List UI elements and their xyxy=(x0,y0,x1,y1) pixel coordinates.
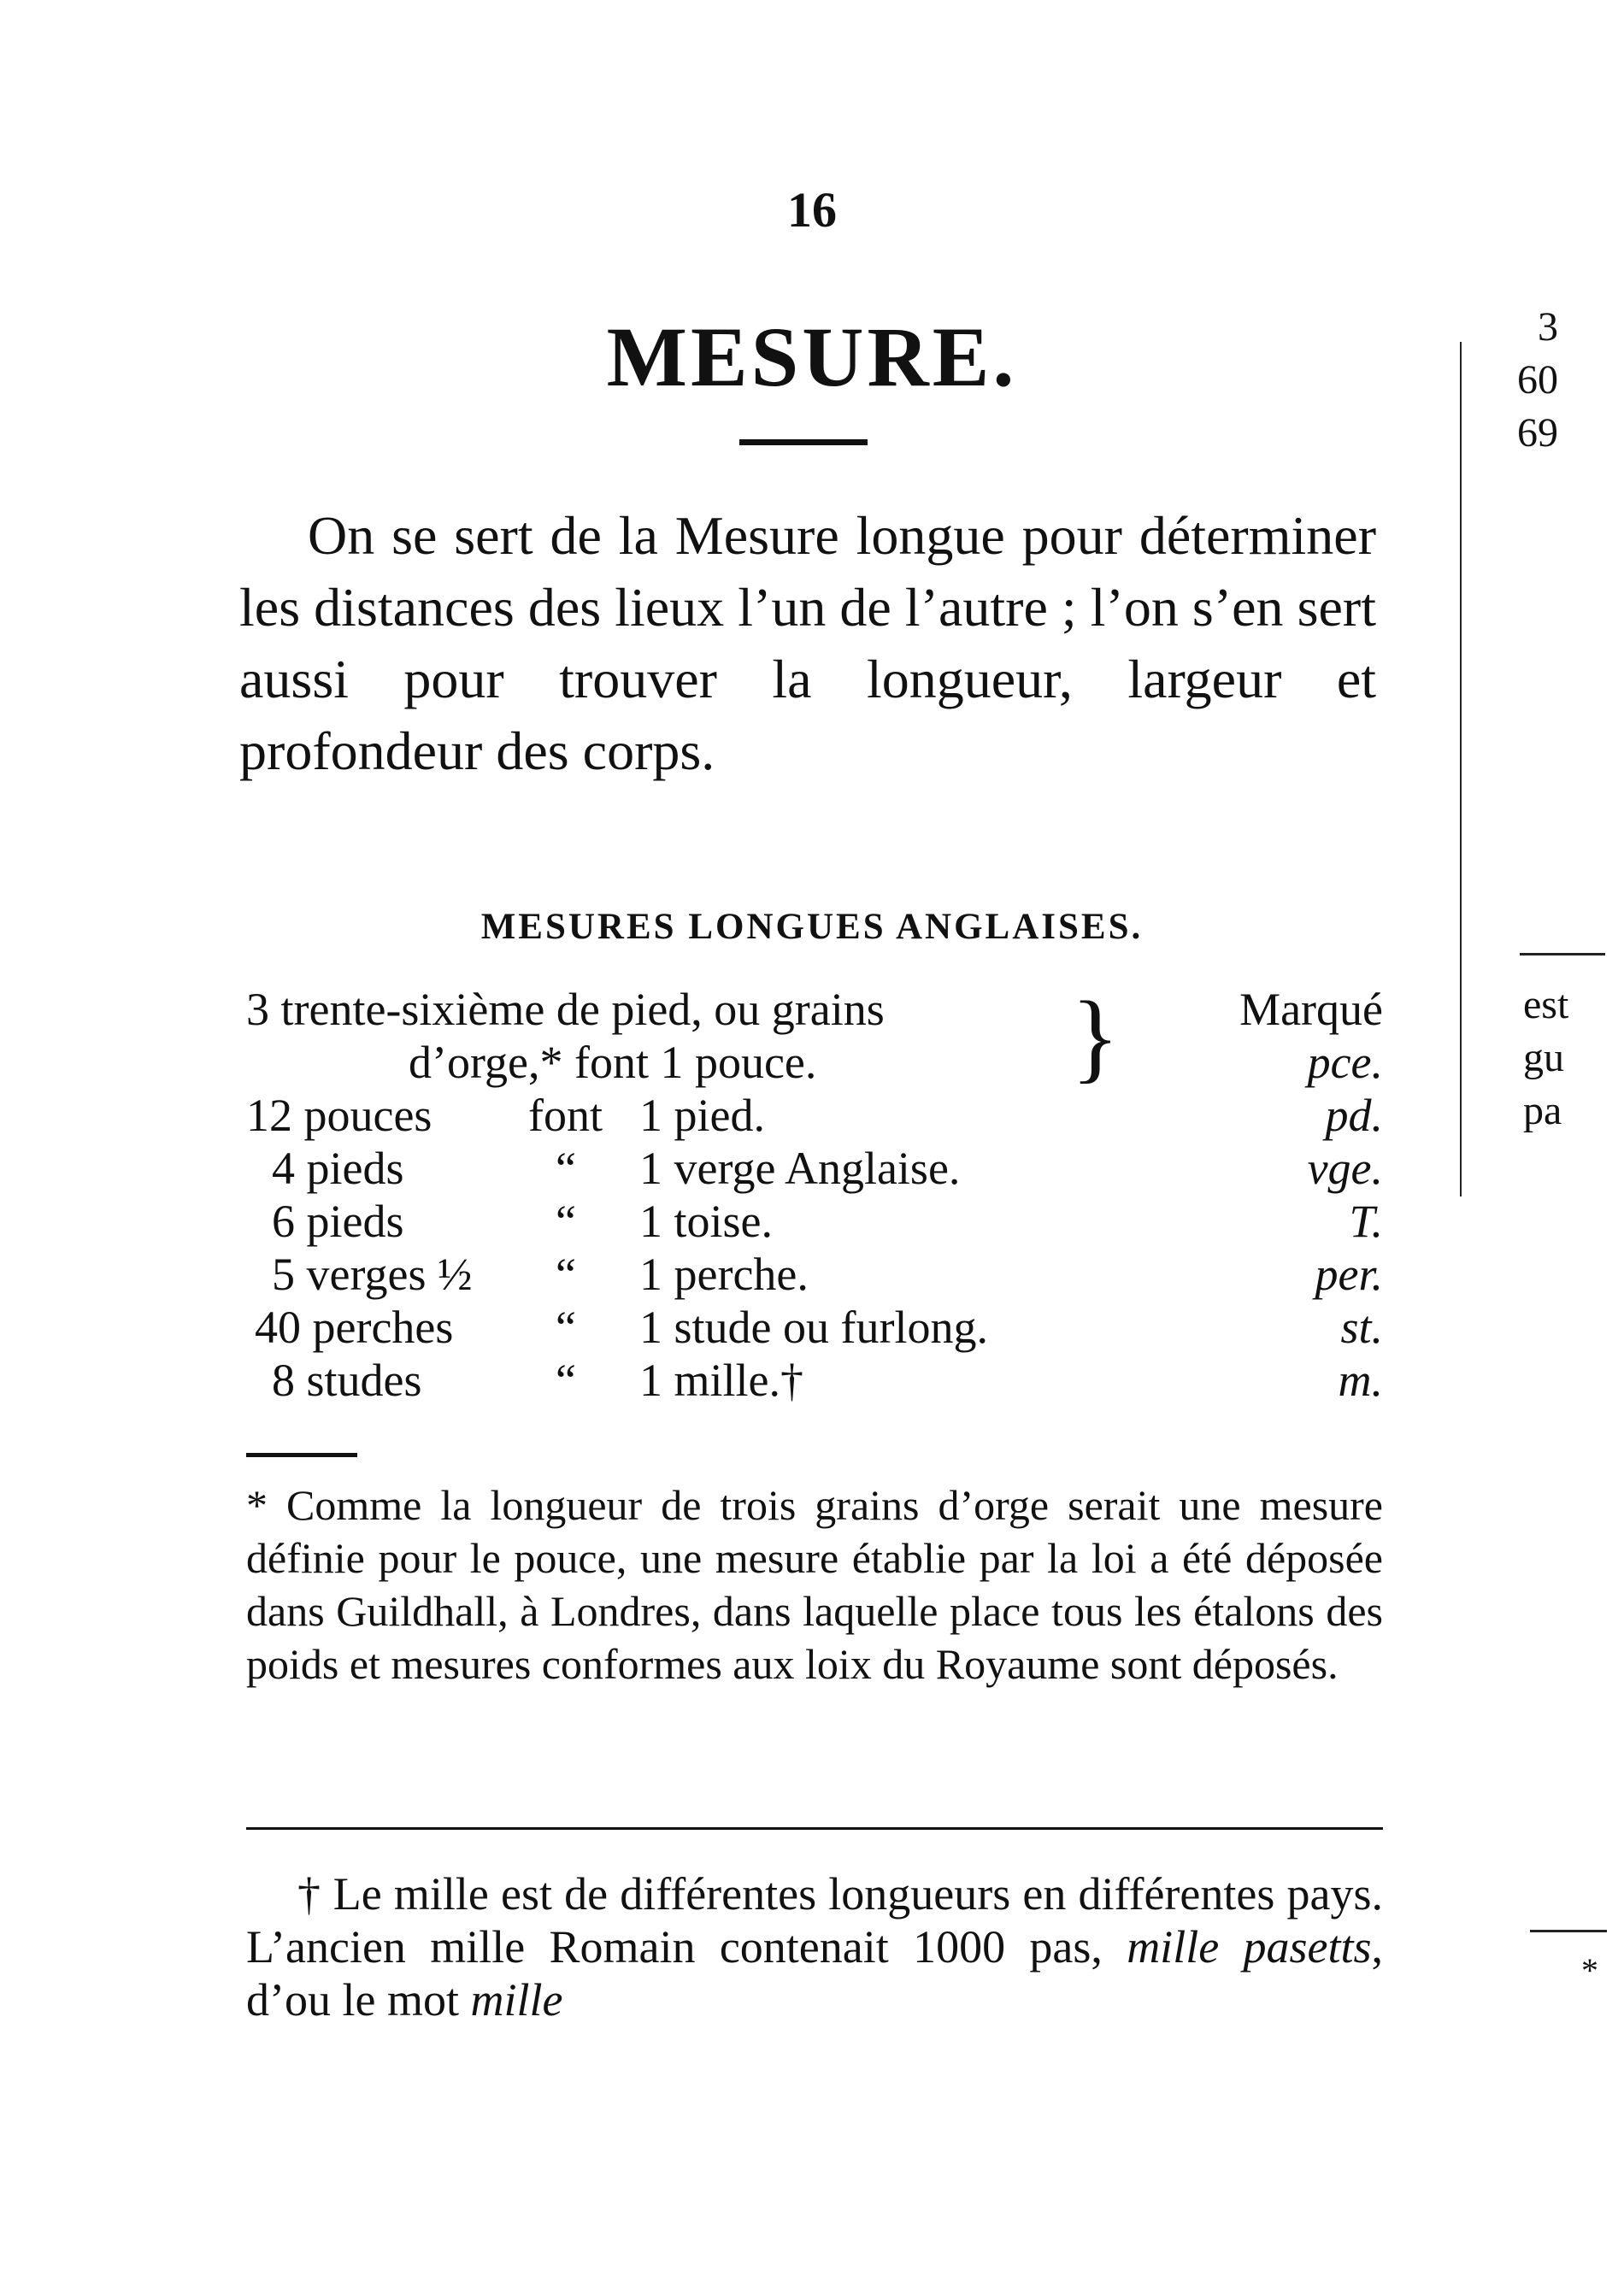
first-row-abbr: pce. xyxy=(1307,1037,1383,1088)
footnote-divider-short xyxy=(246,1453,357,1457)
table-row-first-cont xyxy=(246,1036,1383,1089)
row-abbr: st. xyxy=(1340,1302,1383,1353)
brace-glyph: } xyxy=(1071,980,1120,1092)
table-row xyxy=(246,1089,1383,1142)
measures-table xyxy=(246,980,1383,1407)
title-rule xyxy=(739,439,868,445)
adjacent-number: 69 xyxy=(1517,410,1558,456)
first-row-label: Marqué xyxy=(1239,984,1383,1035)
adjacent-page-edge xyxy=(1460,342,1462,1196)
row-font: “ xyxy=(556,1249,576,1300)
row-result: 1 pied. xyxy=(639,1090,765,1141)
row-font: “ xyxy=(556,1196,576,1247)
row-abbr: pd. xyxy=(1325,1090,1383,1141)
adjacent-number: 3 xyxy=(1538,304,1558,350)
page-number: 16 xyxy=(787,182,837,238)
row-result: 1 mille.† xyxy=(639,1355,803,1406)
adjacent-rule-2 xyxy=(1530,1930,1607,1932)
row-quantity: 8 studes xyxy=(272,1355,422,1406)
adjacent-page-words xyxy=(1523,979,1568,1138)
row-result: 1 perche. xyxy=(639,1249,809,1300)
row-abbr: per. xyxy=(1315,1249,1383,1300)
table-row xyxy=(246,1195,1383,1248)
adjacent-asterisk: * xyxy=(1581,1951,1598,1990)
table-row xyxy=(246,1248,1383,1301)
table-row-first xyxy=(246,983,1383,1036)
row-abbr: vge. xyxy=(1307,1143,1383,1194)
row-quantity: 40 perches xyxy=(255,1302,454,1353)
footnote-dagger-italic-2: mille xyxy=(470,1974,563,2025)
row-quantity: 6 pieds xyxy=(272,1196,404,1247)
row-quantity: 4 pieds xyxy=(272,1143,404,1194)
row-result: 1 verge Anglaise. xyxy=(639,1143,961,1194)
row-font: “ xyxy=(556,1302,576,1353)
row-result: 1 stude ou furlong. xyxy=(639,1302,988,1353)
row-font: “ xyxy=(556,1143,576,1194)
footnote-dagger-text-2: , d’ou le mot xyxy=(246,1921,1383,2025)
row-abbr: m. xyxy=(1338,1355,1383,1406)
table-row xyxy=(246,1142,1383,1195)
adjacent-word: pa xyxy=(1523,1088,1562,1133)
section-heading: MESURES LONGUES ANGLAISES. xyxy=(480,907,1144,947)
adjacent-page-numbers xyxy=(1517,301,1558,460)
adjacent-word: est xyxy=(1523,982,1569,1027)
footnote-asterisk: * Comme la longueur de trois grains d’orge serait une mesure définie pour le pouce, une mesure établie par la loi a été déposée dans Guildhall, à Londres, dans laquelle place tous les étalons des poids et mesures conformes aux loix du Royaume sont déposés. xyxy=(246,1481,1383,1688)
adjacent-word: gu xyxy=(1523,1035,1564,1080)
row-abbr: T. xyxy=(1349,1196,1383,1247)
first-row-line2: d’orge,* font 1 pouce. xyxy=(409,1037,817,1088)
row-font: “ xyxy=(556,1355,576,1406)
row-result: 1 toise. xyxy=(639,1196,773,1247)
first-row-line1: 3 trente-sixième de pied, ou grains xyxy=(246,984,885,1035)
page-title: MESURE. xyxy=(606,309,1018,404)
footnote-dagger-text: † Le mille est de différentes longueurs en différentes pays. L’ancien mille Romain contenait 1000 pas, xyxy=(246,1868,1383,1973)
row-font: font xyxy=(528,1090,603,1141)
adjacent-number: 60 xyxy=(1517,357,1558,403)
table-row xyxy=(246,1354,1383,1407)
intro-paragraph: On se sert de la Mesure longue pour déterminer les distances des lieux l’un de l’autre ; l’on s’en sert aussi pour trouver la longueur, largeur et profondeur des corps. xyxy=(239,505,1376,781)
table-row xyxy=(246,1301,1383,1354)
footnote-divider-long xyxy=(246,1827,1383,1830)
adjacent-rule xyxy=(1520,953,1605,955)
footnote-dagger xyxy=(246,1867,1383,2026)
row-quantity: 12 pouces xyxy=(246,1090,432,1141)
row-quantity: 5 verges ½ xyxy=(272,1249,473,1300)
footnote-dagger-italic: mille pasetts xyxy=(1127,1921,1372,1973)
